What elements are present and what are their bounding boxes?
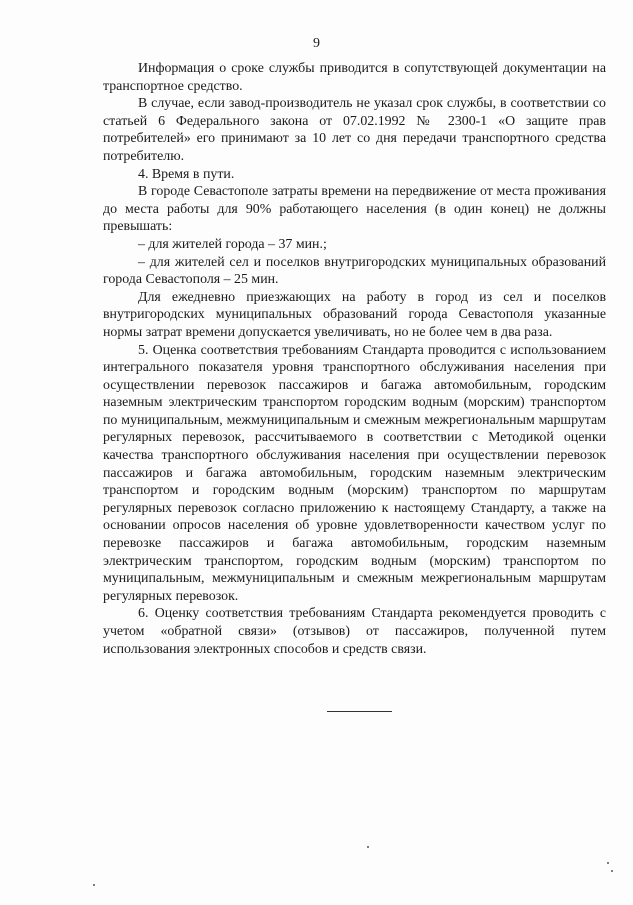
scan-speck (611, 870, 613, 872)
scan-speck (607, 862, 609, 864)
end-divider (327, 711, 392, 712)
page-number: 9 (313, 36, 320, 51)
paragraph-service-life-info: Информация о сроке службы приводится в сопутствующей документации на транспортное средство. (103, 61, 606, 94)
paragraph-travel-time-norm: В городе Севастополе затраты времени на передвижение от места проживания до места работы для 90% работающего населения (в один конец) не должны превышать: (103, 184, 606, 235)
paragraph-assessment: 5. Оценка соответствия требованиям Стандарта проводится с использованием интегрального показателя уровня транспортного обслуживания населения при осуществлении перевозок пассажиров и багажа автомобильным, городским наземным электрическим транспортом городским водным (морским) транспортом по муниципальным, межмуниципальным и смежным межрегиональным маршрутам регулярных перевозок, рассчитываемого в соответствии с Методикой оценки качества транспортного обслуживания населения при осуществлении перевозок пассажиров и багажа автомобильным, городским наземным электрическим транспортом и городским водным (морским) транспортом по маршрутам регулярных перевозок согласно приложению к настоящему Стандарту, а также на основании опросов населения об уровне удовлетворенности качеством услуг по перевозке пассажиров и багажа автомобильным, городским наземным электрическим транспортом, городским водным (морским) транспортом по муниципальным, межмуниципальным и смежным межрегиональным маршрутам регулярных перевозок. (103, 342, 606, 604)
list-item-city-residents: – для жителей города – 37 мин.; (138, 236, 327, 252)
list-item-village-residents: – для жителей сел и поселков внутригородских муниципальных образований города Севастополя – 25 мин. (103, 254, 606, 288)
paragraph-commuters: Для ежедневно приезжающих на работу в город из сел и поселков внутригородских муниципальных образований города Севастополя указанные нормы затрат времени допускается увеличивать, но не более чем в два раза. (103, 289, 606, 340)
scan-speck (367, 846, 369, 848)
scan-speck (93, 884, 95, 886)
document-body (103, 60, 606, 658)
section-heading-travel-time: 4. Время в пути. (138, 166, 235, 182)
paragraph-service-life-default: В случае, если завод-производитель не указал срок службы, в соответствии со статьей 6 Федерального закона от 07.02.1992 № 2300-1 «О защите прав потребителей» его принимают за 10 лет со дня передачи транспортного средства потребителю. (103, 96, 606, 164)
paragraph-feedback: 6. Оценку соответствия требованиям Стандарта рекомендуется проводить с учетом «обратной связи» (отзывов) от пассажиров, полученной путем использования электронных способов и средств связи. (103, 606, 606, 657)
